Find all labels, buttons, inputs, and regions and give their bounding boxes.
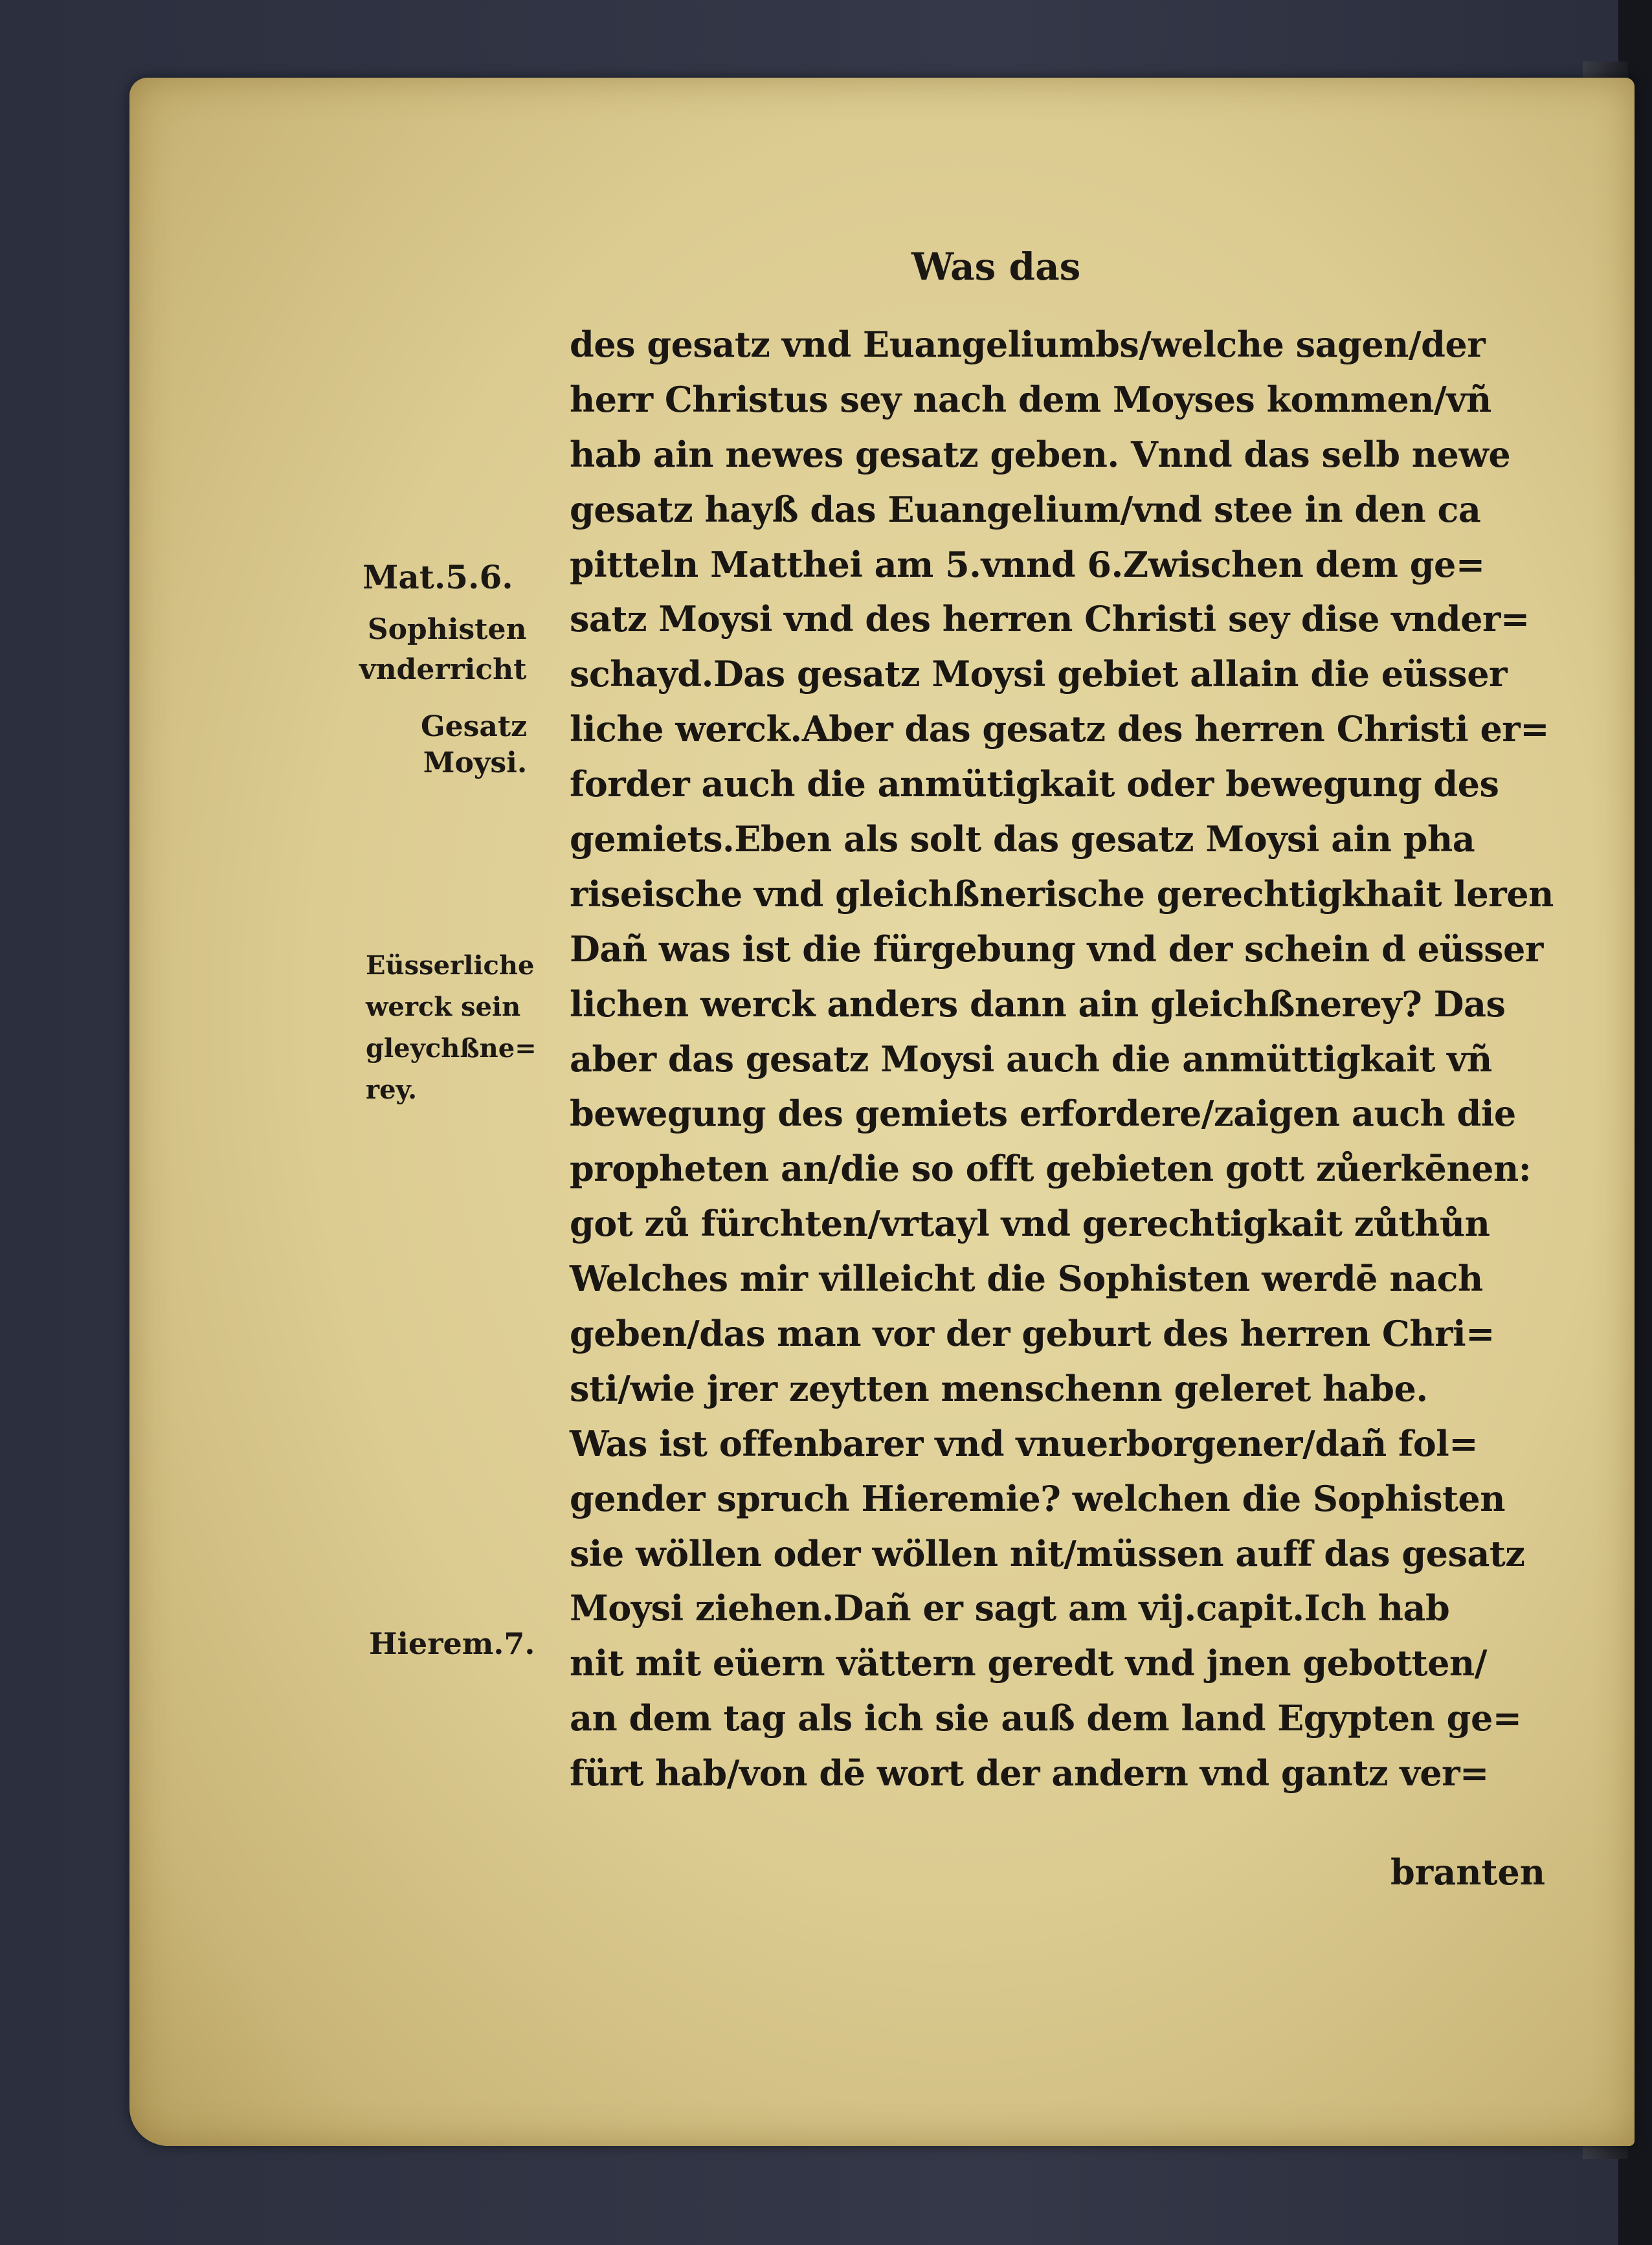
text-line: Was ist offenbarer vnd vnuerborgener/dañ fol= [570,1422,1479,1464]
text-line: sti/wie jrer zeytten menschenn geleret habe. [570,1367,1428,1409]
margin-note-line: Gesatz [421,710,528,743]
margin-note-line: Mat.5.6. [363,558,513,596]
text-line: an dem tag als ich sie auß dem land Egypten ge= [570,1697,1522,1739]
text-line: satz Moysi vnd des herren Christi sey dise vnder= [570,598,1530,640]
running-header: Was das [911,245,1081,289]
text-line: Moysi ziehen.Dañ er sagt am vij.capit.Ich hab [570,1587,1450,1629]
text-line: liche werck.Aber das gesatz des herren Christi er= [570,708,1549,750]
text-line: hab ain newes gesatz geben. Vnnd das selb newe [570,433,1511,475]
margin-note-line: rey. [366,1075,418,1105]
margin-note-euesserliche [366,945,537,1111]
text-line: schayd.Das gesatz Moysi gebiet allain die eüsser [570,653,1508,695]
margin-note-line: vnderricht [359,653,527,686]
text-line: riseische vnd gleichßnerische gerechtigkhait leren [570,873,1554,915]
text-line: geben/das man vor der geburt des herren Chri= [570,1313,1495,1355]
text-line: gemiets.Eben als solt das gesatz Moysi ain pha [570,818,1475,860]
text-line: gesatz hayß das Euangelium/vnd stee in den ca [570,488,1481,530]
margin-note-hierem [369,1626,535,1661]
margin-note-line: Moysi. [423,746,528,779]
text-line: des gesatz vnd Euangeliumbs/welche sagen/der [570,324,1486,365]
text-line: lichen werck anders dann ain gleichßnerey? Das [570,983,1506,1025]
text-line: Dañ was ist die fürgebung vnd der schein d eüsser [570,928,1543,970]
margin-note-line: werck sein [366,992,521,1022]
text-line: Welches mir villeicht die Sophisten werdē nach [570,1258,1483,1300]
margin-note-line: Sophisten [367,613,527,646]
body-text [570,317,1567,1801]
margin-note-sophisten [359,610,527,690]
margin-note-line: Eüsserliche [366,950,535,981]
text-line: got zů fürchten/vrtayl vnd gerechtigkait zůthůn [570,1203,1490,1245]
margin-note-mat [363,558,513,596]
text-line: nit mit eüern vättern geredt vnd jnen gebotten/ [570,1642,1487,1684]
text-line: pitteln Matthei am 5.vnnd 6.Zwischen dem ge= [570,543,1485,585]
text-line: herr Christus sey nach dem Moyses kommen/vñ [570,378,1491,420]
catchword: branten [1390,1851,1546,1893]
text-line: aber das gesatz Moysi auch die anmüttigkait vñ [570,1038,1492,1080]
text-line: fürt hab/von dē wort der andern vnd gantz ver= [570,1752,1489,1794]
text-line: forder auch die anmütigkait oder bewegung des [570,763,1499,805]
text-line: gender spruch Hieremie? welchen die Sophisten [570,1477,1506,1519]
text-line: bewegung des gemiets erfordere/zaigen auch die [570,1093,1516,1135]
text-line: propheten an/die so offt gebieten gott zůerkēnen: [570,1148,1532,1190]
text-line: sie wöllen oder wöllen nit/müssen auff das gesatz [570,1532,1525,1574]
margin-note-gesatz [421,709,527,781]
margin-note-line: Hierem.7. [369,1626,535,1661]
margin-note-line: gleychßne= [366,1033,537,1064]
